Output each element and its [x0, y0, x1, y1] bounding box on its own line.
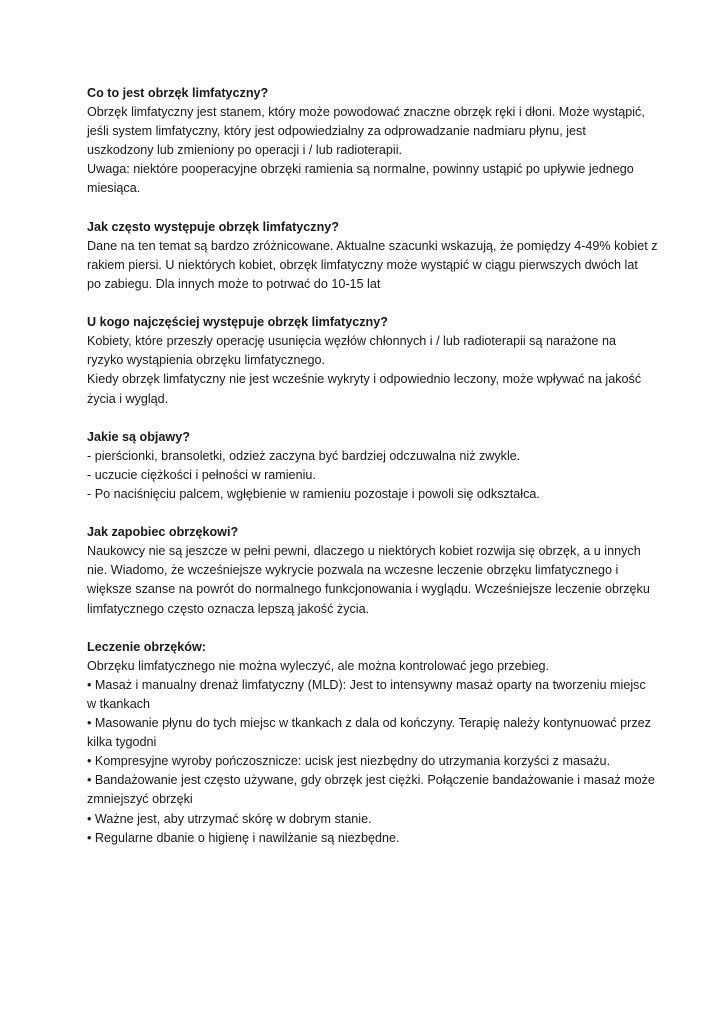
- list-item: • Masaż i manualny drenaż limfatyczny (MLD): Jest to intensywny masaż oparty na tworzeniu miejsc: [87, 677, 646, 692]
- paragraph-line: Naukowcy nie są jeszcze w pełni pewni, dlaczego u niektórych kobiet rozwija się obrzęk, a u innych: [87, 544, 641, 559]
- paragraph-line: Kobiety, które przeszły operację usunięcia węzłów chłonnych i / lub radioterapii są narażone na: [87, 334, 616, 349]
- list-item-continuation: zmniejszyć obrzęki: [87, 792, 193, 807]
- list-item: - uczucie ciężkości i pełności w ramieniu.: [87, 467, 316, 482]
- list-item-continuation: kilka tygodni: [87, 735, 157, 750]
- paragraph-line: jeśli system limfatyczny, który jest odpowiedzialny za odprowadzanie nadmiaru płynu, jest: [87, 124, 586, 139]
- section-heading: Co to jest obrzęk limfatyczny?: [87, 86, 269, 100]
- paragraph-line: Uwaga: niektóre pooperacyjne obrzęki ramienia są normalne, powinny ustąpić po upływie jednego: [87, 162, 634, 177]
- paragraph-line: Obrzęk limfatyczny jest stanem, który może powodować znaczne obrzęk ręki i dłoni. Może wystąpić,: [87, 105, 645, 120]
- list-item: • Kompresyjne wyroby pończosznicze: ucisk jest niezbędny do utrzymania korzyści z masażu.: [87, 754, 611, 769]
- section-symptoms: [87, 428, 647, 504]
- list-item: • Masowanie płynu do tych miejsc w tkankach z dala od kończyny. Terapię należy kontynuować przez: [87, 716, 651, 731]
- list-item: • Regularne dbanie o higienę i nawilżanie są niezbędne.: [87, 830, 400, 845]
- document-body: [87, 84, 658, 867]
- paragraph-line: Obrzęku limfatycznego nie można wyleczyć, ale można kontrolować jego przebieg.: [87, 658, 549, 673]
- paragraph-line: limfatycznego często oznacza lepszą jakość życia.: [87, 601, 370, 616]
- section-heading: Jak zapobiec obrzękowi?: [87, 525, 239, 540]
- paragraph-line: Dane na ten temat są bardzo zróżnicowane. Aktualne szacunki wskazują, że pomiędzy 4-49% kobiet z: [87, 238, 658, 253]
- paragraph-line: ryzyko wystąpienia obrzęku limfatycznego.: [87, 353, 325, 368]
- list-item-continuation: w tkankach: [87, 697, 150, 711]
- paragraph-line: miesiąca.: [87, 181, 141, 196]
- section-heading: U kogo najczęściej występuje obrzęk limfatyczny?: [87, 315, 388, 330]
- section-who-is-affected: [87, 313, 647, 408]
- section-treatment: [87, 638, 655, 848]
- paragraph-line: nie. Wiadomo, że wcześniejsze wykrycie pozwala na wczesne leczenie obrzęku limfatycznego i: [87, 563, 619, 578]
- section-prevention: [87, 523, 650, 618]
- section-heading: Jakie są objawy?: [87, 429, 190, 444]
- paragraph-line: większe szanse na powrót do normalnego funkcjonowania i wyglądu. Wcześniejsze leczenie obrzęku: [87, 582, 650, 597]
- paragraph-line: Kiedy obrzęk limfatyczny nie jest wcześnie wykryty i odpowiednio leczony, może wpływać na jakość: [87, 372, 642, 387]
- section-heading: Jak często występuje obrzęk limfatyczny?: [87, 219, 339, 234]
- list-item: • Bandażowanie jest często używane, gdy obrzęk jest ciężki. Połączenie bandażowanie i masaż może: [87, 773, 655, 788]
- section-heading: Leczenie obrzęków:: [87, 639, 206, 654]
- paragraph-line: życia i wygląd.: [87, 391, 169, 406]
- list-item: • Ważne jest, aby utrzymać skórę w dobrym stanie.: [87, 811, 372, 826]
- paragraph-line: po zabiegu. Dla innych może to potrwać do 10-15 lat: [87, 276, 381, 291]
- section-frequency: [87, 218, 658, 294]
- list-item: - Po naciśnięciu palcem, wgłębienie w ramieniu pozostaje i powoli się odkształca.: [87, 486, 540, 501]
- paragraph-line: rakiem piersi. U niektórych kobiet, obrzęk limfatyczny może wystąpić w ciągu pierwszych dwóch lat: [87, 257, 638, 272]
- section-what-is-lymphedema: [87, 84, 647, 199]
- list-item: - pierścionki, bransoletki, odzież zaczyna być bardziej odczuwalna niż zwykle.: [87, 448, 521, 463]
- paragraph-line: uszkodzony lub zmieniony po operacji i / lub radioterapii.: [87, 143, 403, 158]
